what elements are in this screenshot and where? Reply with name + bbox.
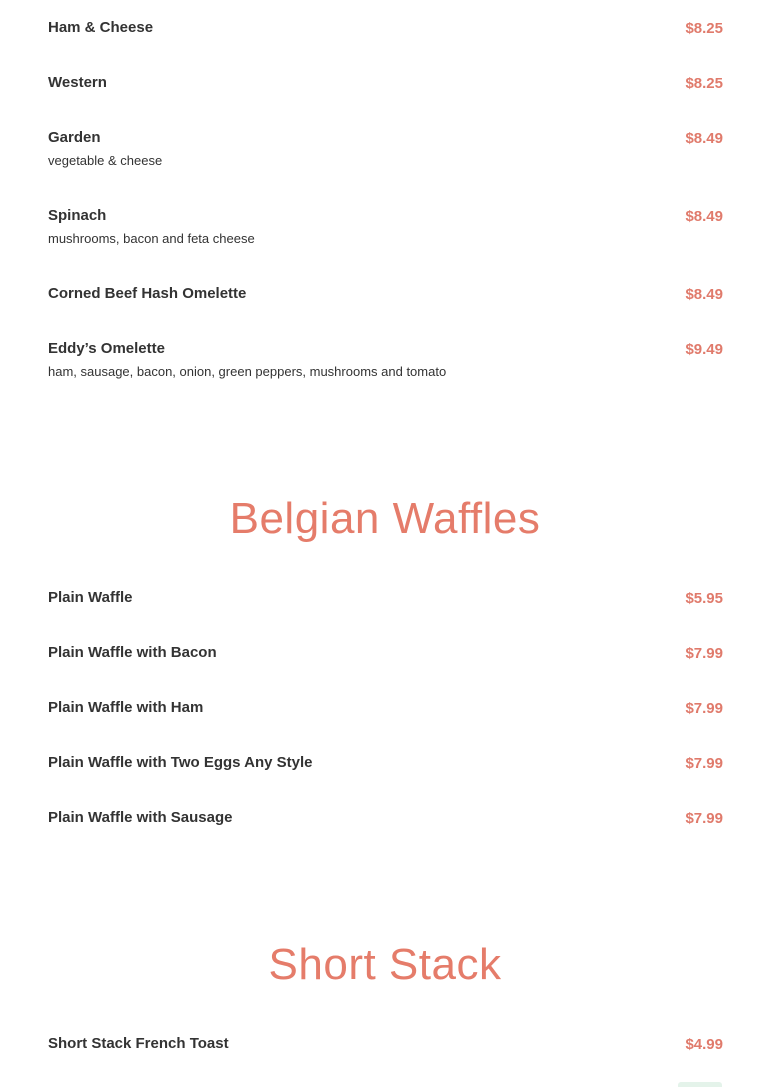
item-name: Plain Waffle with Bacon bbox=[48, 644, 217, 661]
item-price: $8.49 bbox=[685, 130, 723, 147]
item-price: $7.99 bbox=[685, 700, 723, 717]
item-price: $8.25 bbox=[685, 75, 723, 92]
item-price: $8.25 bbox=[685, 20, 723, 37]
partial-element-edge bbox=[678, 1082, 722, 1087]
item-name: Corned Beef Hash Omelette bbox=[48, 285, 247, 302]
item-description: vegetable & cheese bbox=[48, 153, 163, 168]
item-description: ham, sausage, bacon, onion, green peppers, mushrooms and tomato bbox=[48, 364, 447, 379]
item-name: Garden bbox=[48, 129, 101, 146]
section-title-belgian-waffles: Belgian Waffles bbox=[229, 494, 541, 543]
item-price: $7.99 bbox=[685, 810, 723, 827]
item-price: $8.49 bbox=[685, 286, 723, 303]
item-price: $7.99 bbox=[685, 645, 723, 662]
section-title-short-stack: Short Stack bbox=[268, 940, 502, 989]
item-price: $5.95 bbox=[685, 590, 723, 607]
item-name: Short Stack French Toast bbox=[48, 1035, 229, 1052]
item-price: $8.49 bbox=[685, 208, 723, 225]
item-name: Western bbox=[48, 74, 107, 91]
item-price: $4.99 bbox=[685, 1036, 723, 1053]
item-description: mushrooms, bacon and feta cheese bbox=[48, 231, 255, 246]
item-price: $9.49 bbox=[685, 341, 723, 358]
item-name: Plain Waffle with Ham bbox=[48, 699, 204, 716]
item-price: $7.99 bbox=[685, 755, 723, 772]
item-name: Plain Waffle bbox=[48, 589, 133, 606]
item-name: Ham & Cheese bbox=[48, 19, 154, 36]
item-name: Plain Waffle with Two Eggs Any Style bbox=[48, 754, 313, 771]
item-name: Eddy’s Omelette bbox=[48, 340, 165, 357]
item-name: Spinach bbox=[48, 207, 107, 224]
item-name: Plain Waffle with Sausage bbox=[48, 809, 233, 826]
